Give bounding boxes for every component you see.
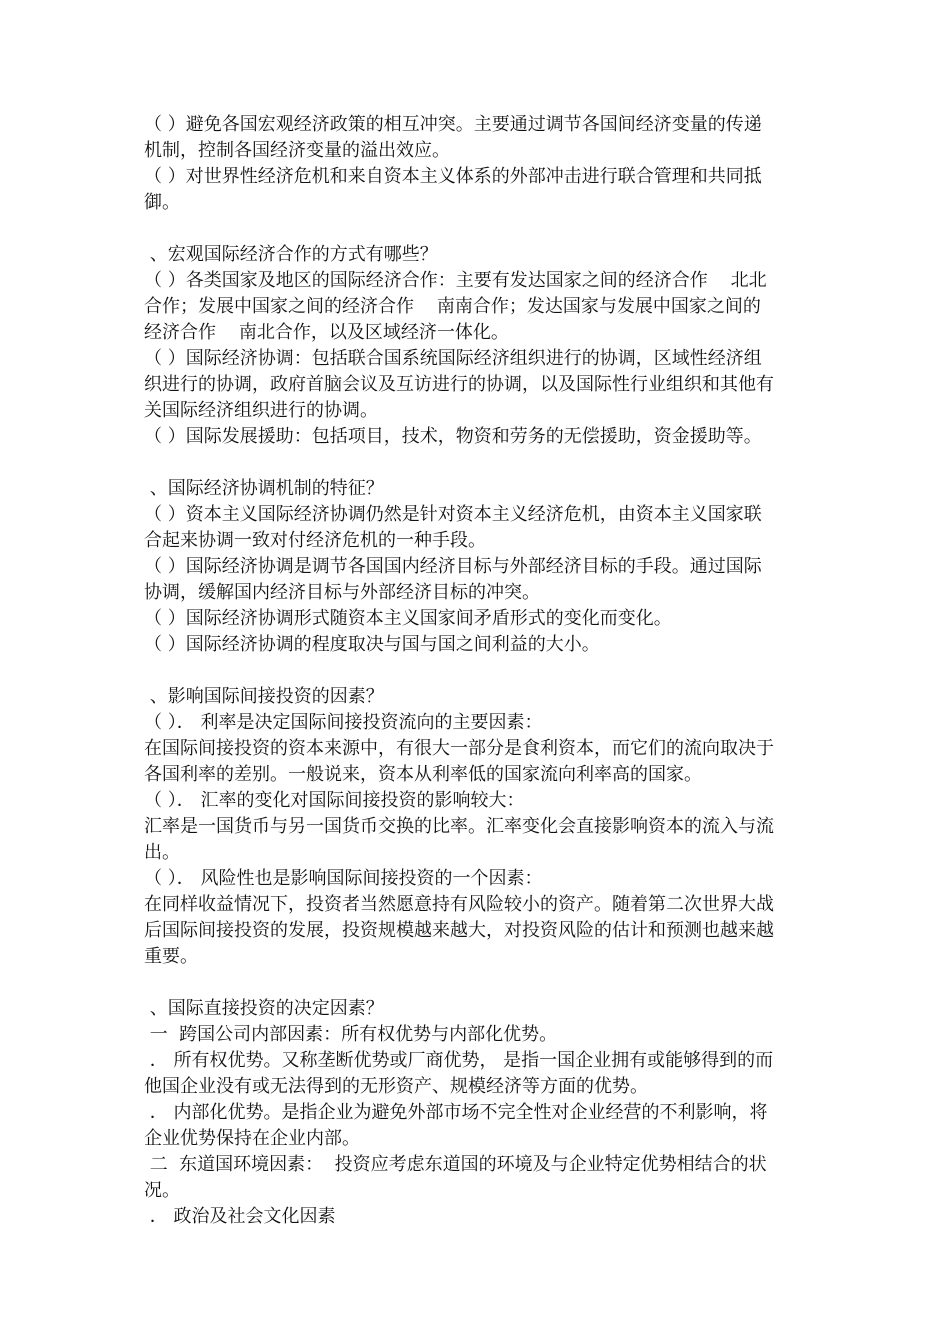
text-line: 汇率是一国货币与另一国货币交换的比率。汇率变化会直接影响资本的流入与流 <box>144 816 774 837</box>
paragraph-gap <box>144 970 814 996</box>
text-line: 他国企业没有或无法得到的无形资产、规模经济等方面的优势。 <box>144 1076 648 1097</box>
paragraph-gap <box>144 216 814 242</box>
text-line: （ ）国际经济协调是调节各国国内经济目标与外部经济目标的手段。通过国际 <box>144 556 762 577</box>
text-line: （ ）． 利率是决定国际间接投资流向的主要因素： <box>144 712 543 733</box>
section-coordination-features <box>144 476 814 658</box>
text-line: （ ）国际发展援助：包括项目，技术，物资和劳务的无偿援助，资金援助等。 <box>144 426 762 447</box>
text-line: 织进行的协调，政府首脑会议及互访进行的协调，以及国际性行业组织和其他有 <box>144 374 774 395</box>
text-line: （ ）． 汇率的变化对国际间接投资的影响较大： <box>144 790 525 811</box>
text-line: 在同样收益情况下，投资者当然愿意持有风险较小的资产。随着第二次世界大战 <box>144 894 774 915</box>
text-line: （ ）对世界性经济危机和来自资本主义体系的外部冲击进行联合管理和共同抵 <box>144 166 762 187</box>
text-line: （ ）各类国家及地区的国际经济合作：主要有发达国家之间的经济合作 北北 <box>144 270 767 291</box>
paragraph-gap <box>144 658 814 684</box>
text-line: 在国际间接投资的资本来源中，有很大一部分是食利资本，而它们的流向取决于 <box>144 738 774 759</box>
text-line: 后国际间接投资的发展，投资规模越来越大，对投资风险的估计和预测也越来越 <box>144 920 774 941</box>
text-line: 机制，控制各国经济变量的溢出效应。 <box>144 140 450 161</box>
text-line: 合作；发展中国家之间的经济合作 南南合作；发达国家与发展中国家之间的 <box>144 296 761 317</box>
text-line: （ ）． 风险性也是影响国际间接投资的一个因素： <box>144 868 543 889</box>
section-heading: 、宏观国际经济合作的方式有哪些？ <box>144 244 438 265</box>
text-line: ． 政治及社会文化因素 <box>144 1206 336 1227</box>
text-line: 况。 <box>144 1180 180 1201</box>
text-line: 协调，缓解国内经济目标与外部经济目标的冲突。 <box>144 582 540 603</box>
text-line: 关国际经济组织进行的协调。 <box>144 400 378 421</box>
text-line: 各国利率的差别。一般说来，资本从利率低的国家流向利率高的国家。 <box>144 764 702 785</box>
text-line: （ ）国际经济协调的程度取决与国与国之间利益的大小。 <box>144 634 600 655</box>
section-heading: 、影响国际间接投资的因素？ <box>144 686 384 707</box>
text-line: ． 所有权优势。又称垄断优势或厂商优势， 是指一国企业拥有或能够得到的而 <box>144 1050 774 1071</box>
text-line: 经济合作 南北合作，以及区域经济一体化。 <box>144 322 509 343</box>
text-line: （ ）资本主义国际经济协调仍然是针对资本主义经济危机，由资本主义国家联 <box>144 504 762 525</box>
text-line: （ ）国际经济协调形式随资本主义国家间矛盾形式的变化而变化。 <box>144 608 672 629</box>
text-line: 企业优势保持在企业内部。 <box>144 1128 360 1149</box>
section-policy-coordination <box>144 112 814 216</box>
text-line: 御。 <box>144 192 180 213</box>
section-heading: 、国际直接投资的决定因素？ <box>144 998 384 1019</box>
text-line: 一 跨国公司内部因素：所有权优势与内部化优势。 <box>144 1024 558 1045</box>
section-heading: 、国际经济协调机制的特征？ <box>144 478 384 499</box>
text-line: ． 内部化优势。是指企业为避免外部市场不完全性对企业经营的不利影响，将 <box>144 1102 768 1123</box>
paragraph-gap <box>144 450 814 476</box>
section-direct-investment <box>144 996 814 1230</box>
section-indirect-investment <box>144 684 814 970</box>
text-line: （ ）国际经济协调：包括联合国系统国际经济组织进行的协调，区域性经济组 <box>144 348 762 369</box>
text-line: 出。 <box>144 842 180 863</box>
text-line: （ ）避免各国宏观经济政策的相互冲突。主要通过调节各国间经济变量的传递 <box>144 114 762 135</box>
document-page <box>144 112 814 1230</box>
text-line: 重要。 <box>144 946 198 967</box>
text-line: 合起来协调一致对付经济危机的一种手段。 <box>144 530 486 551</box>
section-cooperation-methods <box>144 242 814 450</box>
text-line: 二 东道国环境因素： 投资应考虑东道国的环境及与企业特定优势相结合的状 <box>144 1154 767 1175</box>
